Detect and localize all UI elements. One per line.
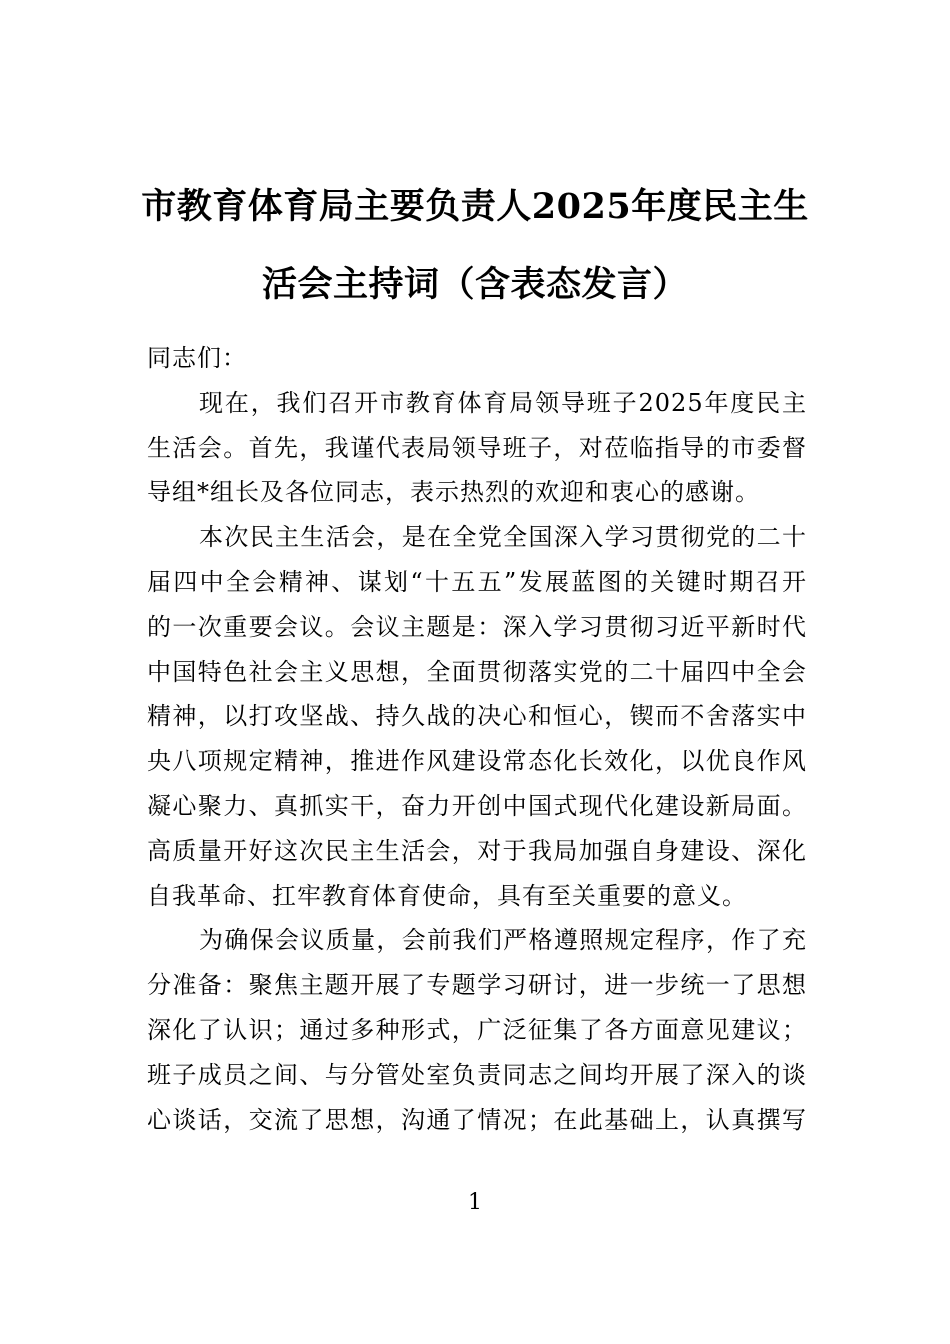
title-line-1: 市教育体育局主要负责人2025年度民主生 [141,186,809,227]
paragraph-line: 的一次重要会议。会议主题是：深入学习贯彻习近平新时代 [147,612,807,641]
paragraph-line: 心谈话，交流了思想，沟通了情况；在此基础上，认真撰写 [147,1105,807,1134]
paragraph-line: 现在，我们召开市教育体育局领导班子2025年度民主 [199,388,807,417]
paragraph-2 [147,515,807,918]
paragraph-line: 央八项规定精神，推进作风建设常态化长效化，以优良作风 [147,747,807,776]
page-number: 1 [468,1190,482,1215]
paragraph-line: 中国特色社会主义思想，全面贯彻落实党的二十届四中全会 [147,657,807,686]
title-line-2: 活会主持词（含表态发言） [261,264,688,305]
document-title [120,168,830,324]
greeting: 同志们： [147,344,247,372]
paragraph-line: 班子成员之间、与分管处室负责同志之间均开展了深入的谈 [147,1060,807,1089]
paragraph-line: 届四中全会精神、谋划“十五五”发展蓝图的关键时期召开 [147,567,807,596]
paragraph-line: 本次民主生活会，是在全党全国深入学习贯彻党的二十 [199,523,807,552]
document-body [147,336,807,1142]
paragraph-1 [147,381,807,515]
paragraph-line: 生活会。首先，我谨代表局领导班子，对莅临指导的市委督 [147,433,807,462]
paragraph-line: 分准备：聚焦主题开展了专题学习研讨，进一步统一了思想 [147,971,807,1000]
paragraph-line: 自我革命、扛牢教育体育使命，具有至关重要的意义。 [147,881,747,910]
paragraph-3 [147,918,807,1142]
paragraph-line: 为确保会议质量，会前我们严格遵照规定程序，作了充 [199,926,807,955]
paragraph-line: 高质量开好这次民主生活会，对于我局加强自身建设、深化 [147,836,807,865]
paragraph-line: 导组*组长及各位同志，表示热烈的欢迎和衷心的感谢。 [147,478,760,507]
paragraph-line: 深化了认识；通过多种形式，广泛征集了各方面意见建议； [147,1015,807,1044]
paragraph-line: 精神，以打攻坚战、持久战的决心和恒心，锲而不舍落实中 [147,702,807,731]
paragraph-line: 凝心聚力、真抓实干，奋力开创中国式现代化建设新局面。 [147,791,807,820]
